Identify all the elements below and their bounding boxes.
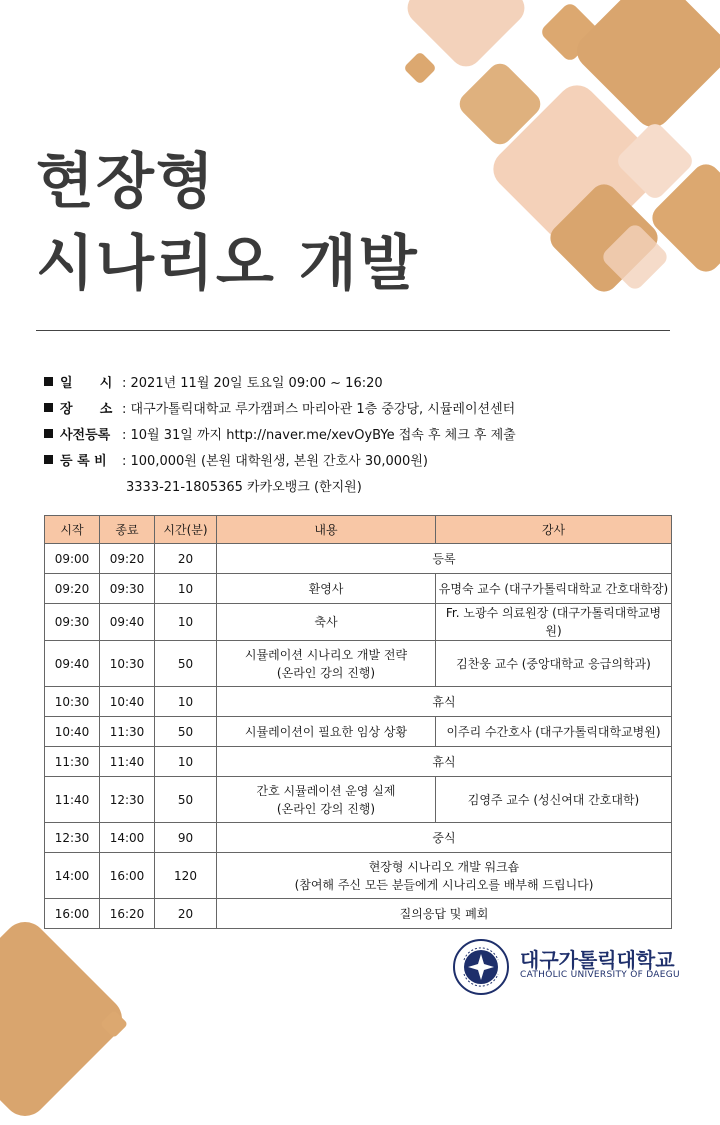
table-row — [45, 717, 672, 747]
info-row-fee — [44, 446, 516, 472]
square-bullet-icon — [44, 429, 53, 438]
info-row-place — [44, 394, 516, 420]
session-content: 질의응답 및 폐회 — [217, 899, 672, 929]
table-row — [45, 777, 672, 823]
session-content: 환영사 — [217, 574, 436, 604]
schedule-table — [44, 515, 672, 929]
duration: 10 — [155, 747, 217, 777]
table-row — [45, 899, 672, 929]
start-time: 12:30 — [45, 823, 100, 853]
lecturer: 김영주 교수 (성신여대 간호대학) — [436, 777, 672, 823]
start-time: 14:00 — [45, 853, 100, 899]
start-time: 10:40 — [45, 717, 100, 747]
duration: 120 — [155, 853, 217, 899]
duration: 50 — [155, 777, 217, 823]
title-divider — [36, 330, 670, 331]
lecturer: 유명숙 교수 (대구가톨릭대학교 간호대학장) — [436, 574, 672, 604]
duration: 10 — [155, 687, 217, 717]
session-content: 시뮬레이션이 필요한 임상 상황 — [217, 717, 436, 747]
duration: 10 — [155, 604, 217, 641]
start-time: 09:40 — [45, 641, 100, 687]
end-time: 14:00 — [100, 823, 155, 853]
session-content: 휴식 — [217, 747, 672, 777]
info-label: 등 록 비 — [60, 453, 107, 469]
duration: 10 — [155, 574, 217, 604]
session-content — [217, 641, 436, 687]
table-row — [45, 574, 672, 604]
info-row-date — [44, 368, 516, 394]
column-header: 시간(분) — [155, 516, 217, 544]
table-row — [45, 544, 672, 574]
session-content: 축사 — [217, 604, 436, 641]
university-seal-icon — [452, 938, 510, 996]
session-content: 휴식 — [217, 687, 672, 717]
university-name-ko: 대구가톨릭대학교 — [520, 948, 675, 972]
table-row — [45, 747, 672, 777]
event-info — [44, 368, 516, 498]
info-value: : 2021년 11월 20일 토요일 09:00 ~ 16:20 — [122, 375, 383, 391]
end-time: 16:20 — [100, 899, 155, 929]
end-time: 11:40 — [100, 747, 155, 777]
column-header: 시작 — [45, 516, 100, 544]
column-header: 내용 — [217, 516, 436, 544]
start-time: 09:00 — [45, 544, 100, 574]
column-header: 종료 — [100, 516, 155, 544]
table-row — [45, 853, 672, 899]
start-time: 16:00 — [45, 899, 100, 929]
start-time: 11:30 — [45, 747, 100, 777]
table-header-row — [45, 516, 672, 544]
session-content: 중식 — [217, 823, 672, 853]
session-note: (온라인 강의 진행) — [276, 801, 376, 816]
session-note: (참여해 주신 모든 분들에게 시나리오를 배부해 드립니다) — [294, 877, 594, 892]
start-time: 09:30 — [45, 604, 100, 641]
university-logo — [452, 938, 680, 994]
start-time: 10:30 — [45, 687, 100, 717]
end-time: 10:30 — [100, 641, 155, 687]
square-bullet-icon — [44, 377, 53, 386]
session-content — [217, 777, 436, 823]
table-row — [45, 641, 672, 687]
bank-account: 3333-21-1805365 카카오뱅크 (한지원) — [126, 479, 362, 495]
page-title-line1: 현장형 — [36, 147, 216, 217]
start-time: 09:20 — [45, 574, 100, 604]
end-time: 09:40 — [100, 604, 155, 641]
end-time: 09:30 — [100, 574, 155, 604]
end-time: 11:30 — [100, 717, 155, 747]
session-title: 시뮬레이션 시나리오 개발 전략 — [244, 647, 408, 662]
end-time: 12:30 — [100, 777, 155, 823]
session-content: 등록 — [217, 544, 672, 574]
end-time: 16:00 — [100, 853, 155, 899]
table-row — [45, 604, 672, 641]
duration: 20 — [155, 544, 217, 574]
duration: 50 — [155, 641, 217, 687]
session-content — [217, 853, 672, 899]
square-bullet-icon — [44, 455, 53, 464]
end-time: 09:20 — [100, 544, 155, 574]
info-row-registration — [44, 420, 516, 446]
info-label: 장 소 — [60, 401, 113, 417]
session-title: 현장형 시나리오 개발 워크숍 — [368, 859, 520, 874]
info-value: : 10월 31일 까지 http://naver.me/xevOyBYe 접속 후 체크 후 제출 — [122, 427, 516, 443]
duration: 20 — [155, 899, 217, 929]
info-value: : 100,000원 (본원 대학원생, 본원 간호사 30,000원) — [122, 453, 428, 469]
duration: 90 — [155, 823, 217, 853]
info-label: 일 시 — [60, 375, 113, 391]
university-name-en: CATHOLIC UNIVERSITY OF DAEGU — [520, 970, 680, 980]
lecturer: 김찬웅 교수 (중앙대학교 응급의학과) — [436, 641, 672, 687]
session-note: (온라인 강의 진행) — [276, 665, 376, 680]
page-title-line2: 시나리오 개발 — [36, 229, 419, 299]
table-row — [45, 823, 672, 853]
info-value: : 대구가톨릭대학교 루가캠퍼스 마리아관 1층 중강당, 시뮬레이션센터 — [122, 401, 516, 417]
square-bullet-icon — [44, 403, 53, 412]
lecturer: 이주리 수간호사 (대구가톨릭대학교병원) — [436, 717, 672, 747]
table-row — [45, 687, 672, 717]
end-time: 10:40 — [100, 687, 155, 717]
session-title: 간호 시뮬레이션 운영 실제 — [256, 783, 396, 798]
lecturer: Fr. 노광수 의료원장 (대구가톨릭대학교병원) — [436, 604, 672, 641]
decor-diamond — [403, 51, 437, 85]
start-time: 11:40 — [45, 777, 100, 823]
duration: 50 — [155, 717, 217, 747]
column-header: 강사 — [436, 516, 672, 544]
info-label: 사전등록 — [60, 427, 111, 443]
